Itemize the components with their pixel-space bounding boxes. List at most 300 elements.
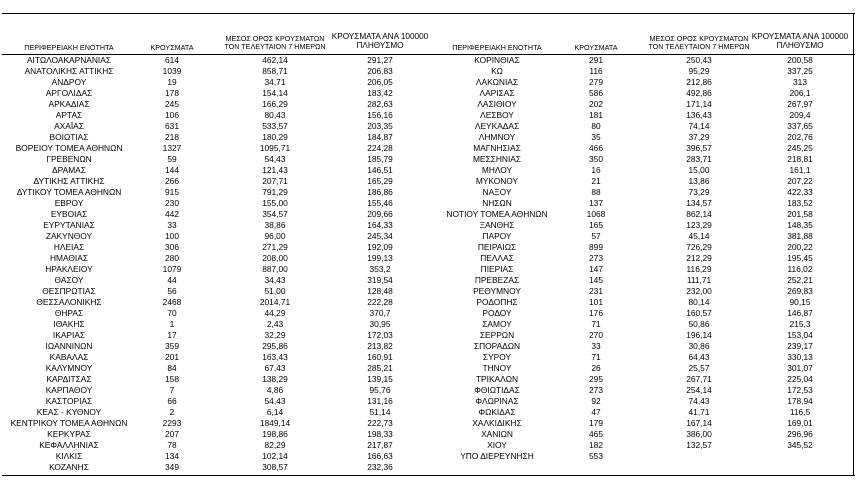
- cell-avg7: 37,29: [688, 132, 710, 142]
- cell-avg7: 6,14: [266, 407, 284, 417]
- cell-per100k: 172,53: [787, 385, 813, 395]
- cell-avg7: 295,86: [262, 341, 288, 351]
- table-row: [430, 308, 857, 319]
- cell-region: ΜΑΓΝΗΣΙΑΣ: [473, 143, 521, 153]
- cell-region: ΚΑΒΑΛΑΣ: [49, 352, 89, 362]
- cell-per100k: 198,33: [367, 429, 393, 439]
- cell-cases: 44: [167, 275, 177, 285]
- cell-cases: 147: [589, 264, 603, 274]
- table-row: [0, 165, 430, 176]
- cell-cases: 35: [591, 132, 601, 142]
- cell-per100k: 146,51: [367, 165, 393, 175]
- cell-avg7: 25,57: [688, 363, 710, 373]
- cell-cases: 101: [589, 297, 603, 307]
- cell-per100k: 291,27: [367, 55, 393, 65]
- cell-region: ΒΟΡΕΙΟΥ ΤΟΜΕΑ ΑΘΗΝΩΝ: [15, 143, 123, 153]
- cell-cases: 280: [165, 253, 179, 263]
- cell-per100k: 252,21: [787, 275, 813, 285]
- cell-cases: 47: [591, 407, 601, 417]
- table-row: [0, 99, 430, 110]
- cell-cases: 553: [589, 451, 603, 461]
- cell-per100k: 345,52: [787, 440, 813, 450]
- cell-avg7: 134,57: [686, 198, 712, 208]
- cell-region: ΛΑΣΙΘΙΟΥ: [477, 99, 517, 109]
- table-row: [0, 176, 430, 187]
- cell-region: ΡΕΘΥΜΝΟΥ: [473, 286, 521, 296]
- cell-region: ΚΙΛΚΙΣ: [55, 451, 83, 461]
- cell-region: ΔΥΤΙΚΗΣ ΑΤΤΙΚΗΣ: [33, 176, 105, 186]
- table-row: [0, 231, 430, 242]
- table-row: [430, 198, 857, 209]
- cell-avg7: 862,14: [686, 209, 712, 219]
- cell-per100k: 155,46: [367, 198, 393, 208]
- cell-per100k: 206,05: [367, 77, 393, 87]
- cell-per100k: 148,35: [787, 220, 813, 230]
- cell-cases: 179: [589, 418, 603, 428]
- cell-cases: 100: [165, 231, 179, 241]
- cell-region: ΖΑΚΥΝΘΟΥ: [45, 231, 93, 241]
- cell-region: ΔΥΤΙΚΟΥ ΤΟΜΕΑ ΑΘΗΝΩΝ: [16, 187, 122, 197]
- cell-region: ΛΕΣΒΟΥ: [480, 110, 514, 120]
- cell-region: ΑΡΤΑΣ: [55, 110, 83, 120]
- table-row: [430, 55, 857, 66]
- cell-avg7: 1095,71: [259, 143, 291, 153]
- cell-region: ΦΩΚΙΔΑΣ: [478, 407, 516, 417]
- cell-per100k: 207,22: [787, 176, 813, 186]
- table-row: [430, 341, 857, 352]
- table-row: [430, 286, 857, 297]
- cell-region: ΚΕΡΚΥΡΑΣ: [47, 429, 91, 439]
- cell-per100k: 267,97: [787, 99, 813, 109]
- cell-cases: 466: [589, 143, 603, 153]
- table-row: [430, 88, 857, 99]
- cell-region: ΔΡΑΜΑΣ: [52, 165, 86, 175]
- header-per100k-left: [318, 32, 442, 50]
- cell-cases: 80: [591, 121, 601, 131]
- cell-cases: 631: [165, 121, 179, 131]
- cell-cases: 2293: [162, 418, 182, 428]
- cell-region: ΜΗΛΟΥ: [481, 165, 513, 175]
- table-row: [430, 418, 857, 429]
- cell-cases: 1039: [162, 66, 182, 76]
- cell-region: ΚΑΛΥΜΝΟΥ: [45, 363, 93, 373]
- cell-cases: 137: [589, 198, 603, 208]
- table-row: [430, 451, 857, 462]
- header-per100k-left-line1: ΚΡΟΥΣΜΑΤΑ ΑΝΑ 100000: [331, 32, 429, 41]
- cell-per100k: 222,73: [367, 418, 393, 428]
- cell-avg7: 67,43: [264, 363, 286, 373]
- cell-cases: 465: [589, 429, 603, 439]
- cell-avg7: 267,71: [686, 374, 712, 384]
- cell-region: ΣΥΡΟΥ: [482, 352, 512, 362]
- cell-region: ΚΕΦΑΛΛΗΝΙΑΣ: [39, 440, 99, 450]
- cell-region: ΛΑΚΩΝΙΑΣ: [475, 77, 519, 87]
- cell-per100k: 218,81: [787, 154, 813, 164]
- cell-per100k: 209,66: [367, 209, 393, 219]
- cell-avg7: 95,29: [688, 66, 710, 76]
- table-row: [0, 264, 430, 275]
- cell-avg7: 13,86: [688, 176, 710, 186]
- table-row: [430, 99, 857, 110]
- cell-region: ΘΕΣΣΑΛΟΝΙΚΗΣ: [36, 297, 102, 307]
- cell-region: ΑΝΔΡΟΥ: [51, 77, 87, 87]
- cell-cases: 21: [591, 176, 601, 186]
- cell-region: ΡΟΔΟΥ: [482, 308, 512, 318]
- cell-cases: 201: [165, 352, 179, 362]
- cell-per100k: 232,36: [367, 462, 393, 472]
- cell-per100k: 337,65: [787, 121, 813, 131]
- cell-per100k: 225,04: [787, 374, 813, 384]
- cell-avg7: 207,71: [262, 176, 288, 186]
- cell-region: ΑΝΑΤΟΛΙΚΗΣ ΑΤΤΙΚΗΣ: [24, 66, 114, 76]
- cell-region: ΗΜΑΘΙΑΣ: [49, 253, 89, 263]
- cell-region: ΡΟΔΟΠΗΣ: [476, 297, 518, 307]
- cell-per100k: 285,21: [367, 363, 393, 373]
- cell-cases: 614: [165, 55, 179, 65]
- cell-cases: 202: [589, 99, 603, 109]
- right-table: [430, 55, 857, 462]
- cell-cases: 1327: [162, 143, 182, 153]
- table-row: [430, 209, 857, 220]
- cell-per100k: 206,83: [367, 66, 393, 76]
- cell-avg7: 166,29: [262, 99, 288, 109]
- cell-avg7: 396,57: [686, 143, 712, 153]
- cell-avg7: 54,43: [264, 154, 286, 164]
- cell-per100k: 319,54: [367, 275, 393, 285]
- cell-avg7: 44,29: [264, 308, 286, 318]
- table-row: [430, 165, 857, 176]
- cell-avg7: 123,29: [686, 220, 712, 230]
- cell-per100k: 165,29: [367, 176, 393, 186]
- cell-per100k: 313: [793, 77, 807, 87]
- table-row: [0, 440, 430, 451]
- cell-cases: 359: [165, 341, 179, 351]
- cell-cases: 350: [589, 154, 603, 164]
- cell-region: ΝΗΣΩΝ: [482, 198, 512, 208]
- cell-avg7: 121,43: [262, 165, 288, 175]
- cell-region: ΦΛΩΡΙΝΑΣ: [475, 396, 519, 406]
- table-row: [430, 242, 857, 253]
- cell-cases: 70: [167, 308, 177, 318]
- cell-cases: 273: [589, 253, 603, 263]
- table-row: [430, 407, 857, 418]
- table-row: [0, 363, 430, 374]
- table-row: [430, 363, 857, 374]
- table-row: [430, 396, 857, 407]
- cell-cases: 182: [589, 440, 603, 450]
- cell-cases: 207: [165, 429, 179, 439]
- cell-per100k: 239,17: [787, 341, 813, 351]
- cell-cases: 230: [165, 198, 179, 208]
- table-row: [430, 275, 857, 286]
- table-row: [0, 110, 430, 121]
- table-row: [0, 77, 430, 88]
- cell-region: ΕΥΒΟΙΑΣ: [50, 209, 88, 219]
- cell-per100k: 116,5: [789, 407, 811, 417]
- cell-per100k: 201,58: [787, 209, 813, 219]
- cell-per100k: 156,16: [367, 110, 393, 120]
- cell-region: ΠΙΕΡΙΑΣ: [480, 264, 514, 274]
- cell-avg7: 163,43: [262, 352, 288, 362]
- table-row: [430, 154, 857, 165]
- table-row: [430, 264, 857, 275]
- cell-region: ΧΑΝΙΩΝ: [481, 429, 513, 439]
- cell-region: ΕΥΡΥΤΑΝΙΑΣ: [43, 220, 95, 230]
- cell-region: ΚΑΡΔΙΤΣΑΣ: [46, 374, 92, 384]
- table-row: [0, 242, 430, 253]
- cell-region: ΑΙΤΩΛΟΑΚΑΡΝΑΝΙΑΣ: [26, 55, 112, 65]
- table-row: [0, 253, 430, 264]
- cell-per100k: 203,35: [367, 121, 393, 131]
- cell-cases: 71: [591, 319, 601, 329]
- cell-region: ΥΠΟ ΔΙΕΡΕΥΝΗΣΗ: [460, 451, 534, 461]
- cell-region: ΚΑΡΠΑΘΟΥ: [45, 385, 93, 395]
- cell-avg7: 102,14: [262, 451, 288, 461]
- cell-avg7: 308,57: [262, 462, 288, 472]
- cell-per100k: 199,13: [367, 253, 393, 263]
- cell-region: ΝΟΤΙΟΥ ΤΟΜΕΑ ΑΘΗΝΩΝ: [446, 209, 548, 219]
- cell-avg7: 51,00: [264, 286, 286, 296]
- cell-avg7: 726,29: [686, 242, 712, 252]
- table-row: [430, 253, 857, 264]
- cell-cases: 273: [589, 385, 603, 395]
- table-row: [0, 330, 430, 341]
- cell-cases: 19: [167, 77, 177, 87]
- cell-cases: 899: [589, 242, 603, 252]
- cell-cases: 181: [589, 110, 603, 120]
- cell-avg7: 34,43: [264, 275, 286, 285]
- table-row: [430, 385, 857, 396]
- cell-cases: 134: [165, 451, 179, 461]
- cell-per100k: 213,82: [367, 341, 393, 351]
- cell-cases: 59: [167, 154, 177, 164]
- cell-region: ΜΥΚΟΝΟΥ: [475, 176, 519, 186]
- table-row: [430, 231, 857, 242]
- table-row: [0, 418, 430, 429]
- cell-avg7: 254,14: [686, 385, 712, 395]
- cell-region: ΠΕΛΛΑΣ: [480, 253, 514, 263]
- cell-avg7: 15,00: [688, 165, 710, 175]
- cell-region: ΠΕΙΡΑΙΩΣ: [477, 242, 517, 252]
- cell-cases: 16: [591, 165, 601, 175]
- cell-per100k: 166,63: [367, 451, 393, 461]
- cell-cases: 7: [169, 385, 175, 395]
- cell-avg7: 80,14: [688, 297, 710, 307]
- top-rule: [2, 13, 855, 14]
- table-row: [0, 55, 430, 66]
- table-row: [0, 462, 430, 473]
- cell-avg7: 4,86: [266, 385, 284, 395]
- cell-region: ΣΠΟΡΑΔΩΝ: [473, 341, 521, 351]
- table-row: [0, 198, 430, 209]
- cell-region: ΠΑΡΟΥ: [482, 231, 512, 241]
- cell-avg7: 73,29: [688, 187, 710, 197]
- cell-cases: 306: [165, 242, 179, 252]
- cell-per100k: 183,42: [367, 88, 393, 98]
- table-row: [0, 143, 430, 154]
- cell-per100k: 224,28: [367, 143, 393, 153]
- cell-cases: 178: [165, 88, 179, 98]
- cell-avg7: 74,14: [688, 121, 710, 131]
- cell-region: ΑΧΑΪΑΣ: [54, 121, 84, 131]
- cell-per100k: 95,76: [369, 385, 391, 395]
- cell-cases: 106: [165, 110, 179, 120]
- cell-avg7: 887,00: [262, 264, 288, 274]
- table-row: [0, 88, 430, 99]
- table-row: [0, 220, 430, 231]
- cell-cases: 2468: [162, 297, 182, 307]
- cell-cases: 66: [167, 396, 177, 406]
- cell-avg7: 132,57: [686, 440, 712, 450]
- table-row: [0, 154, 430, 165]
- cell-avg7: 492,86: [686, 88, 712, 98]
- cell-region: ΘΕΣΠΡΩΤΙΑΣ: [42, 286, 96, 296]
- table-row: [0, 286, 430, 297]
- cell-avg7: 212,29: [686, 253, 712, 263]
- cell-cases: 915: [165, 187, 179, 197]
- cell-region: ΙΩΑΝΝΙΝΩΝ: [45, 341, 93, 351]
- cell-per100k: 330,13: [787, 352, 813, 362]
- cell-region: ΤΡΙΚΑΛΩΝ: [475, 374, 519, 384]
- header-per100k-right: [744, 32, 856, 50]
- table-row: [430, 176, 857, 187]
- cell-region: ΧΙΟΥ: [487, 440, 507, 450]
- cell-cases: 33: [167, 220, 177, 230]
- cell-region: ΛΗΜΝΟΥ: [478, 132, 516, 142]
- cell-cases: 586: [589, 88, 603, 98]
- table-row: [430, 374, 857, 385]
- left-table: [0, 55, 430, 473]
- header-per100k-left-line2: ΠΛΗΘΥΣΜΟ: [356, 41, 404, 50]
- cell-per100k: 185,79: [367, 154, 393, 164]
- cell-cases: 176: [589, 308, 603, 318]
- cell-per100k: 269,83: [787, 286, 813, 296]
- table-row: [430, 66, 857, 77]
- cell-cases: 57: [591, 231, 601, 241]
- cell-per100k: 353,2: [369, 264, 391, 274]
- cell-avg7: 533,57: [262, 121, 288, 131]
- table-row: [0, 374, 430, 385]
- cell-per100k: 245,25: [787, 143, 813, 153]
- cell-avg7: 283,71: [686, 154, 712, 164]
- header-cases-right: ΚΡΟΥΣΜΑΤΑ: [574, 43, 618, 52]
- table-row: [0, 121, 430, 132]
- cell-avg7: 180,29: [262, 132, 288, 142]
- cell-per100k: 215,3: [789, 319, 811, 329]
- cell-per100k: 217,87: [367, 440, 393, 450]
- cell-region: ΣΕΡΡΩΝ: [479, 330, 515, 340]
- table-row: [0, 352, 430, 363]
- cell-avg7: 82,29: [264, 440, 286, 450]
- cell-cases: 279: [589, 77, 603, 87]
- header-avg-left-line1: ΜΕΣΟΣ ΟΡΟΣ ΚΡΟΥΣΜΑΤΩΝ: [225, 34, 325, 43]
- table-row: [430, 121, 857, 132]
- cell-region: ΚΩ: [491, 66, 503, 76]
- cell-region: ΙΚΑΡΙΑΣ: [52, 330, 86, 340]
- cell-region: ΦΘΙΩΤΙΔΑΣ: [474, 385, 520, 395]
- bottom-rule: [2, 475, 855, 476]
- cell-avg7: 858,71: [262, 66, 288, 76]
- cell-cases: 92: [591, 396, 601, 406]
- cell-per100k: 202,76: [787, 132, 813, 142]
- cell-per100k: 184,87: [367, 132, 393, 142]
- cell-per100k: 422,33: [787, 187, 813, 197]
- cell-cases: 116: [589, 66, 603, 76]
- cell-region: ΣΑΜΟΥ: [482, 319, 512, 329]
- cell-per100k: 160,91: [367, 352, 393, 362]
- cell-per100k: 183,52: [787, 198, 813, 208]
- cell-cases: 245: [165, 99, 179, 109]
- cell-region: ΞΑΝΘΗΣ: [479, 220, 515, 230]
- cell-avg7: 386,00: [686, 429, 712, 439]
- cell-avg7: 50,86: [688, 319, 710, 329]
- cell-region: ΚΟΖΑΝΗΣ: [49, 462, 89, 472]
- cell-per100k: 51,14: [369, 407, 391, 417]
- cell-per100k: 195,45: [787, 253, 813, 263]
- table-row: [430, 77, 857, 88]
- cell-avg7: 791,29: [262, 187, 288, 197]
- cell-region: ΠΡΕΒΕΖΑΣ: [474, 275, 520, 285]
- cell-region: ΙΘΑΚΗΣ: [53, 319, 85, 329]
- cell-cases: 2: [169, 407, 175, 417]
- cell-per100k: 139,15: [367, 374, 393, 384]
- header-region-left: ΠΕΡΙΦΕΡΕΙΑΚΗ ΕΝΟΤΗΤΑ: [24, 43, 114, 52]
- cell-avg7: 154,14: [262, 88, 288, 98]
- cell-per100k: 381,88: [787, 231, 813, 241]
- table-row: [0, 319, 430, 330]
- table-row: [0, 132, 430, 143]
- cell-region: ΛΕΥΚΑΔΑΣ: [474, 121, 520, 131]
- cell-region: ΜΕΣΣΗΝΙΑΣ: [472, 154, 522, 164]
- cell-per100k: 192,09: [367, 242, 393, 252]
- cell-cases: 145: [589, 275, 603, 285]
- cell-per100k: 222,28: [367, 297, 393, 307]
- cell-cases: 17: [167, 330, 177, 340]
- table-row: [0, 66, 430, 77]
- cell-region: ΘΗΡΑΣ: [54, 308, 84, 318]
- cell-avg7: 232,00: [686, 286, 712, 296]
- cell-avg7: 167,14: [686, 418, 712, 428]
- cell-cases: 88: [591, 187, 601, 197]
- cell-avg7: 2,43: [266, 319, 284, 329]
- cell-cases: 33: [591, 341, 601, 351]
- header-avg-right-line1: ΜΕΣΟΣ ΟΡΟΣ ΚΡΟΥΣΜΑΤΩΝ: [649, 34, 749, 43]
- cell-per100k: 209,4: [789, 110, 811, 120]
- table-row: [0, 385, 430, 396]
- cell-avg7: 250,43: [686, 55, 712, 65]
- table-row: [0, 396, 430, 407]
- header-avg-right: [640, 35, 758, 51]
- cell-region: ΗΡΑΚΛΕΙΟΥ: [45, 264, 93, 274]
- cell-region: ΛΑΡΙΣΑΣ: [479, 88, 515, 98]
- cell-avg7: 208,00: [262, 253, 288, 263]
- cell-per100k: 161,1: [789, 165, 811, 175]
- cell-avg7: 2014,71: [259, 297, 291, 307]
- cell-avg7: 45,14: [688, 231, 710, 241]
- header-cases-left: ΚΡΟΥΣΜΑΤΑ: [150, 43, 194, 52]
- cell-cases: 295: [589, 374, 603, 384]
- cell-per100k: 172,03: [367, 330, 393, 340]
- cell-region: ΒΟΙΩΤΙΑΣ: [49, 132, 89, 142]
- cell-avg7: 138,29: [262, 374, 288, 384]
- cell-avg7: 198,86: [262, 429, 288, 439]
- cell-avg7: 64,43: [688, 352, 710, 362]
- cell-per100k: 131,16: [367, 396, 393, 406]
- cell-cases: 291: [589, 55, 603, 65]
- cell-avg7: 41,71: [688, 407, 710, 417]
- cell-region: ΤΗΝΟΥ: [482, 363, 512, 373]
- header-avg-left-line2: ΤΟΝ ΤΕΛΕΥΤΑΙΟΝ 7 ΗΜΕΡΩΝ: [224, 42, 326, 51]
